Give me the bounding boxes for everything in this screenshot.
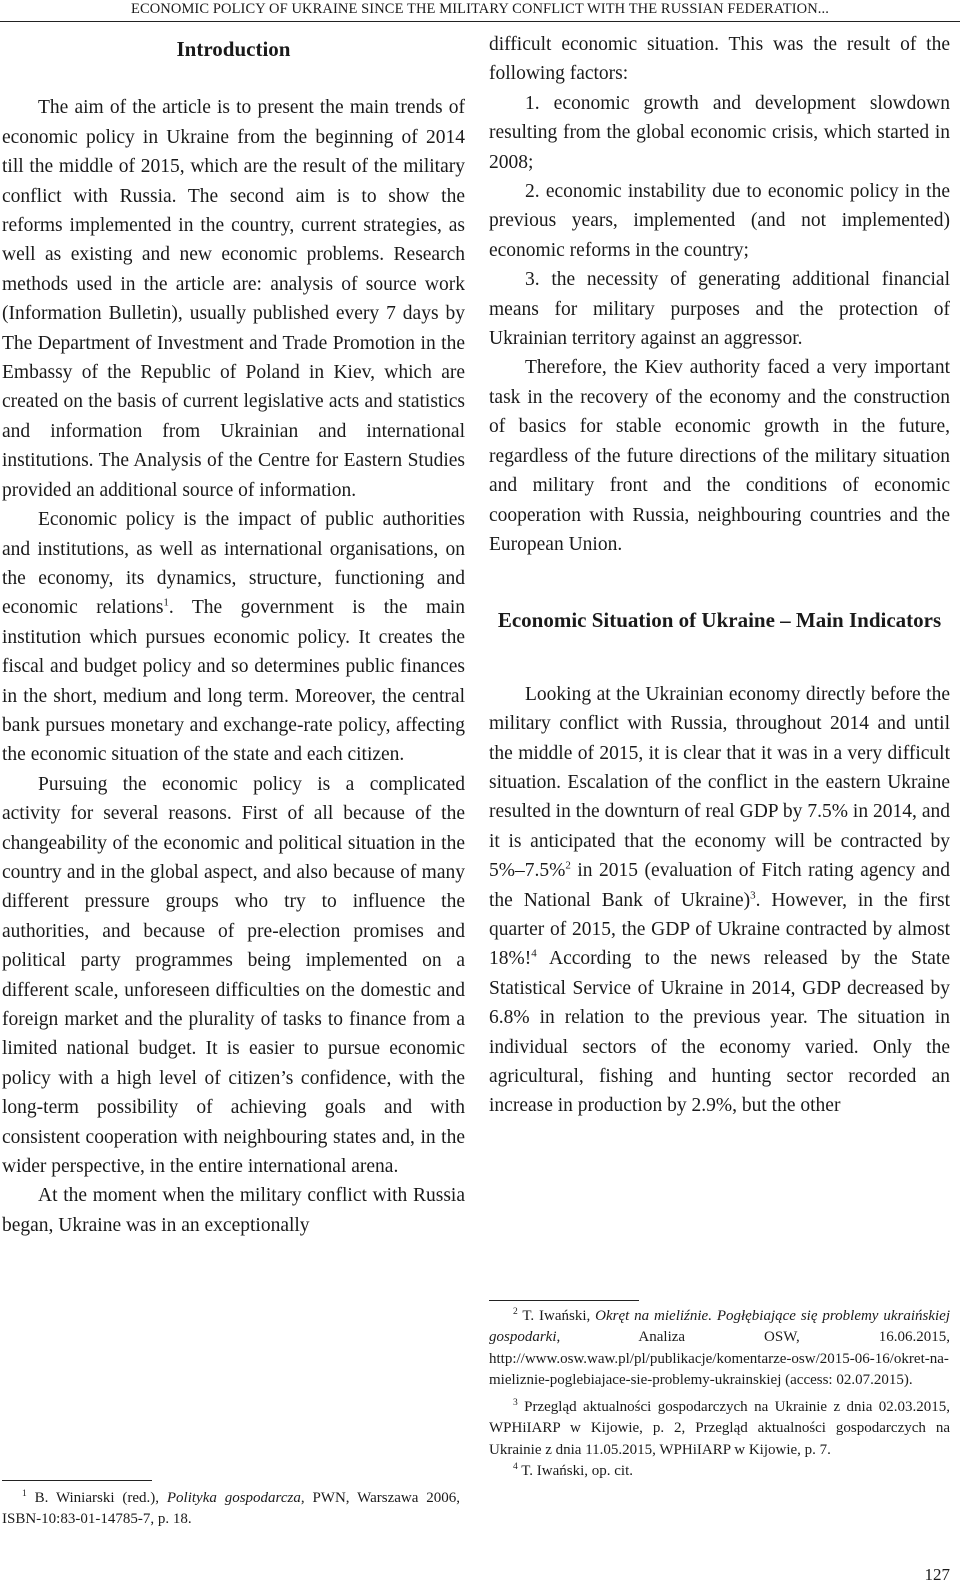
list-item: 1. economic growth and development slowdown resulting from the global economic crisis, which started in 2008; bbox=[489, 92, 950, 173]
section-heading-economic-situation: Economic Situation of Ukraine – Main Indicators bbox=[497, 608, 942, 633]
footnote-text: Przegląd aktualności gospodarczych na Ukrainie z dnia 02.03.2015, WPHiIARP w Kijowie, p. 2, Przegląd aktualności gospodarczych na Ukrainie z dnia 11.05.2015, WPHiIARP w Kijowie, p. 7. bbox=[489, 1399, 950, 1458]
right-column bbox=[489, 30, 950, 1121]
footnote-text: T. Iwański, op. cit. bbox=[517, 1463, 634, 1480]
section-heading-introduction: Introduction bbox=[176, 37, 291, 61]
paragraph bbox=[2, 505, 465, 770]
text-run: According to the news released by the State Statistical Service of Ukraine in 2014, GDP decreased by 6.8% in relation to the previous year. The situation in individual sectors of the economy varied. Only the agricultural, fishing and hunting sector recorded an increase in production by 2.9%, but the other bbox=[489, 948, 950, 1117]
footnote-rule bbox=[2, 1480, 152, 1481]
paragraph: The aim of the article is to present the main trends of economic policy in Ukraine from the beginning of 2014 till the middle of 2015, which are the result of the military conflict with Russia. The second aim is to show the reforms implemented in the country, current strategies, as well as existing and new economic problems. Research methods used in the article are: analysis of source work (Information Bulletin), usually published every 7 days by The Department of Investment and Trade Promotion in the Embassy of the Republic of Poland in Kiev, which are created on the basis of current legislative acts and statistics and information from Ukrainian and international institutions. The Analysis of the Centre for Eastern Studies provided an additional source of information. bbox=[2, 97, 465, 501]
footnote-ref: 4 bbox=[531, 947, 537, 960]
text-run: Looking at the Ukrainian economy directly before the military conflict with Russia, throughout 2014 and until the middle of 2015, it is clear that it was in a very difficult situation. Escalation of the conflict in the eastern Ukraine resulted in the downturn of real GDP by 7.5% in 2014, and it is anticipated that the economy will be contracted by 5%–7.5% bbox=[489, 683, 950, 882]
footnote-ref: 3 bbox=[750, 889, 756, 902]
footnote-text: T. Iwański, bbox=[517, 1308, 596, 1324]
text-run: . However, in the first quarter of 2015, the GDP of Ukraine contracted by almost 18%! bbox=[489, 889, 951, 970]
footnote-ref: 2 bbox=[565, 859, 571, 872]
footnote-rule bbox=[489, 1300, 639, 1301]
text-run: Economic policy is the impact of public authorities and institutions, as well as international organisations, on the economy, its dynamics, structure, functioning and economic relations bbox=[2, 509, 465, 619]
footnote-number: 3 bbox=[513, 1398, 518, 1409]
paragraph: Pursuing the economic policy is a complicated activity for several reasons. First of all because of the changeability of the economic and political situation in the country and in the global aspect, and also because of many different pressure groups who try to influence the authorities, and because of pre-election promises and political party programmes being implemented on a different scale, unforeseen difficulties on the domestic and foreign market and the plurality of tasks to finance from a limited national budget. It is easier to pursue economic policy with a high level of citizen’s confidence, with the long-term possibility of achieving goals and with consistent cooperation with neighbouring states and, in the wider perspective, in the entire international arena. bbox=[2, 773, 465, 1178]
running-head: ECONOMIC POLICY OF UKRAINE SINCE THE MILITARY CONFLICT WITH THE RUSSIAN FEDERATION... bbox=[131, 1, 829, 17]
footnote-2 bbox=[489, 1306, 950, 1391]
footnote-number: 4 bbox=[513, 1462, 518, 1473]
footnote-title: Polityka gospodarcza bbox=[166, 1490, 301, 1506]
footnotes-right bbox=[489, 1306, 950, 1482]
footnote-text: , PWN, Warszawa 2006, ISBN-10:83-01-14785-7, p. 18. bbox=[2, 1490, 460, 1528]
footnote-title: Okręt na mieliźnie. Pogłębiające się problemy ukraińskiej gospodarki bbox=[489, 1308, 950, 1346]
paragraph bbox=[489, 680, 950, 1121]
footnote-text: , Analiza OSW, 16.06.2015, http://www.osw.waw.pl/pl/publikacje/komentarze-osw/2015-06-16/okret-na-mieliznie-poglebiajace-sie-problemy-ukrainskiej (access: 02.07.2015). bbox=[489, 1329, 950, 1388]
footnote-number: 1 bbox=[22, 1489, 27, 1499]
left-column bbox=[2, 30, 465, 1240]
footnote-ref: 1 bbox=[163, 596, 169, 609]
paragraph: Therefore, the Kiev authority faced a very important task in the recovery of the economy and the construction of basics for stable economic growth in the future, regardless of the future directions of the military situation and military front and the conditions of economic cooperation with Russia, neighbouring countries and the European Union. bbox=[489, 357, 950, 555]
text-run: . The government is the main institution which pursues economic policy. It creates the fiscal and budget policy and so determines public finances in the short, medium and long term. Moreover, the central bank pursues monetary and exchange-rate policy, affecting the economic situation of the state and each citizen. bbox=[2, 597, 465, 766]
footnote-3 bbox=[489, 1397, 950, 1461]
footnote-1 bbox=[2, 1488, 460, 1531]
list-item: 3. the necessity of generating additional financial means for military purposes and the protection of Ukrainian territory against an aggressor. bbox=[489, 269, 950, 350]
paragraph: difficult economic situation. This was the result of the following factors: bbox=[489, 34, 950, 85]
footnote-4 bbox=[489, 1461, 950, 1482]
text-run: in 2015 (evaluation of Fitch rating agency and the National Bank of Ukraine) bbox=[489, 860, 950, 911]
footnote-text: B. Winiarski (red.), bbox=[26, 1490, 167, 1506]
header-rule bbox=[0, 21, 960, 22]
page-number: 127 bbox=[924, 1565, 950, 1584]
footnote-number: 2 bbox=[513, 1307, 518, 1317]
list-item: 2. economic instability due to economic policy in the previous years, implemented (and not implemented) economic reforms in the country; bbox=[489, 181, 950, 261]
paragraph: At the moment when the military conflict with Russia began, Ukraine was in an exceptionally bbox=[2, 1185, 465, 1236]
